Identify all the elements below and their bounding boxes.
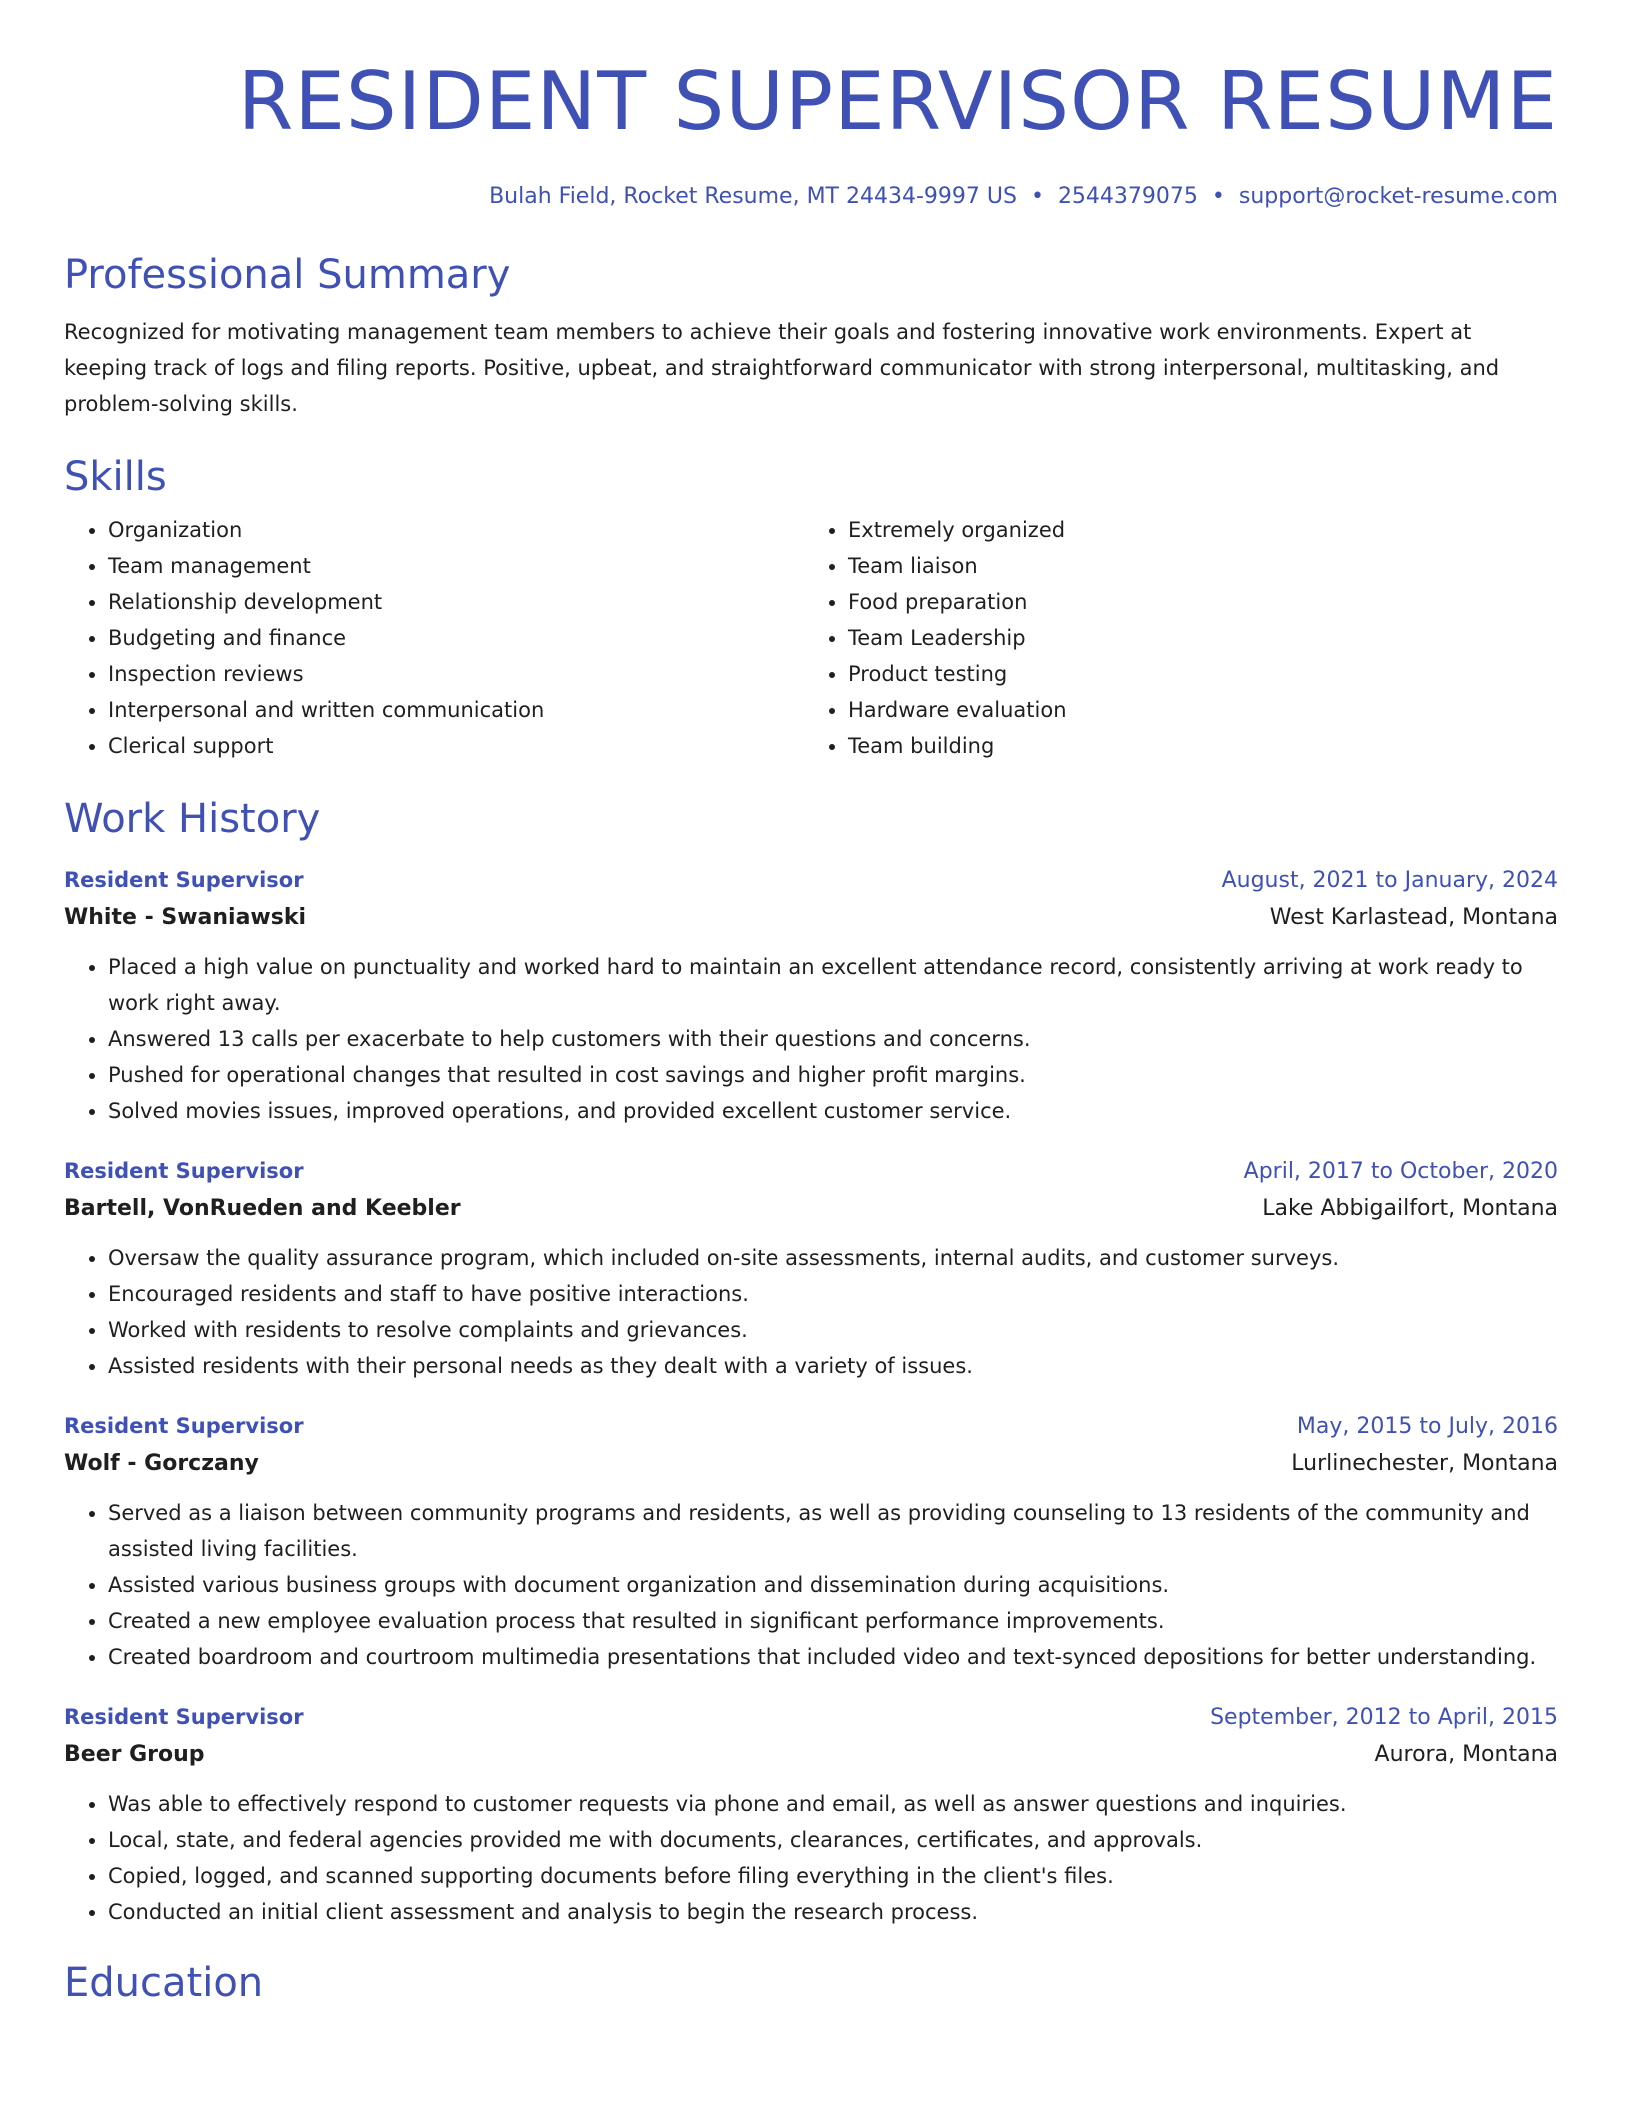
job-bullet: • Was able to effectively respond to customer requests via phone and email, as well as answer questions and inquiries. [108, 1786, 1558, 1822]
summary-heading: Professional Summary [64, 252, 511, 298]
job-bullet: • Placed a high value on punctuality and worked hard to maintain an excellent attendance record, consistently arriving at work ready to work right away. [108, 949, 1558, 1021]
contact-email: support@rocket-resume.com [1238, 184, 1558, 209]
skills-list [64, 512, 1558, 764]
skill-item: • Hardware evaluation [848, 692, 1544, 728]
skill-item: • Relationship development [108, 584, 804, 620]
job-bullet: • Answered 13 calls per exacerbate to help customers with their questions and concerns. [108, 1021, 1558, 1057]
job-location: Lake Abbigailfort, Montana [1262, 1196, 1558, 1221]
job-bullet: • Encouraged residents and staff to have positive interactions. [108, 1276, 1558, 1312]
job-bullets [64, 1786, 1558, 1930]
resume-title: RESIDENT SUPERVISOR RESUME [237, 55, 1558, 148]
job-bullet: • Worked with residents to resolve complaints and grievances. [108, 1312, 1558, 1348]
job-entry [64, 862, 1558, 1129]
job-entry [64, 1699, 1558, 1930]
skill-item: • Team liaison [848, 548, 1544, 584]
resume-page [64, 0, 1558, 2008]
skill-item: • Team Leadership [848, 620, 1544, 656]
job-bullet: • Local, state, and federal agencies provided me with documents, clearances, certificates, and approvals. [108, 1822, 1558, 1858]
skill-item: • Budgeting and finance [108, 620, 804, 656]
job-bullet: • Solved movies issues, improved operations, and provided excellent customer service. [108, 1093, 1558, 1129]
skill-item: • Extremely organized [848, 512, 1544, 548]
job-location: Lurlinechester, Montana [1291, 1451, 1558, 1476]
job-entry [64, 1408, 1558, 1675]
job-role: Resident Supervisor [64, 1159, 304, 1183]
contact-phone: 2544379075 [1057, 184, 1198, 209]
job-bullet: • Copied, logged, and scanned supporting documents before filing everything in the client's files. [108, 1858, 1558, 1894]
job-role: Resident Supervisor [64, 868, 304, 892]
job-bullet: • Assisted residents with their personal needs as they dealt with a variety of issues. [108, 1348, 1558, 1384]
education-heading: Education [64, 1960, 264, 2006]
skill-item: • Team building [848, 728, 1544, 764]
job-entry [64, 1153, 1558, 1384]
job-dates: August, 2021 to January, 2024 [1221, 868, 1558, 893]
job-dates: May, 2015 to July, 2016 [1296, 1414, 1558, 1439]
job-bullet: • Pushed for operational changes that resulted in cost savings and higher profit margins. [108, 1057, 1558, 1093]
job-bullet: • Served as a liaison between community programs and residents, as well as providing counseling to 13 residents of the community and assisted living facilities. [108, 1495, 1558, 1567]
job-bullets [64, 1495, 1558, 1675]
work-history-heading: Work History [64, 796, 321, 842]
job-location: Aurora, Montana [1374, 1742, 1558, 1767]
summary-text: Recognized for motivating management team members to achieve their goals and fostering innovative work environments. Expert at keeping track of logs and filing reports. Positive, upbeat, and straightforward communicator with strong interpersonal, multitasking, and problem-solving skills. [64, 320, 1500, 416]
skill-item: • Food preparation [848, 584, 1544, 620]
job-bullet: • Conducted an initial client assessment and analysis to begin the research process. [108, 1894, 1558, 1930]
job-dates: April, 2017 to October, 2020 [1243, 1159, 1558, 1184]
job-company: Beer Group [64, 1742, 205, 1767]
contact-separator: • [1211, 184, 1225, 209]
work-history-list [64, 862, 1558, 1930]
job-dates: September, 2012 to April, 2015 [1210, 1705, 1558, 1730]
contact-separator: • [1030, 184, 1044, 209]
skills-column-right [804, 512, 1544, 764]
skills-column-left [64, 512, 804, 764]
job-company: Wolf - Gorczany [64, 1451, 259, 1476]
job-bullet: • Oversaw the quality assurance program, which included on-site assessments, internal audits, and customer surveys. [108, 1240, 1558, 1276]
job-company: White - Swaniawski [64, 905, 307, 930]
skill-item: • Team management [108, 548, 804, 584]
job-company: Bartell, VonRueden and Keebler [64, 1196, 461, 1221]
skills-heading: Skills [64, 454, 167, 500]
skill-item: • Clerical support [108, 728, 804, 764]
skill-item: • Product testing [848, 656, 1544, 692]
skill-item: • Inspection reviews [108, 656, 804, 692]
job-bullet: • Created a new employee evaluation process that resulted in significant performance improvements. [108, 1603, 1558, 1639]
job-bullet: • Created boardroom and courtroom multimedia presentations that included video and text-synced depositions for better understanding. [108, 1639, 1558, 1675]
contact-line [64, 180, 1558, 214]
job-bullets [64, 1240, 1558, 1384]
contact-address: Bulah Field, Rocket Resume, MT 24434-9997 US [489, 184, 1017, 209]
job-role: Resident Supervisor [64, 1414, 304, 1438]
skill-item: • Organization [108, 512, 804, 548]
job-bullets [64, 949, 1558, 1129]
skill-item: • Interpersonal and written communication [108, 692, 804, 728]
job-role: Resident Supervisor [64, 1705, 304, 1729]
job-location: West Karlastead, Montana [1269, 905, 1558, 930]
job-bullet: • Assisted various business groups with document organization and dissemination during acquisitions. [108, 1567, 1558, 1603]
